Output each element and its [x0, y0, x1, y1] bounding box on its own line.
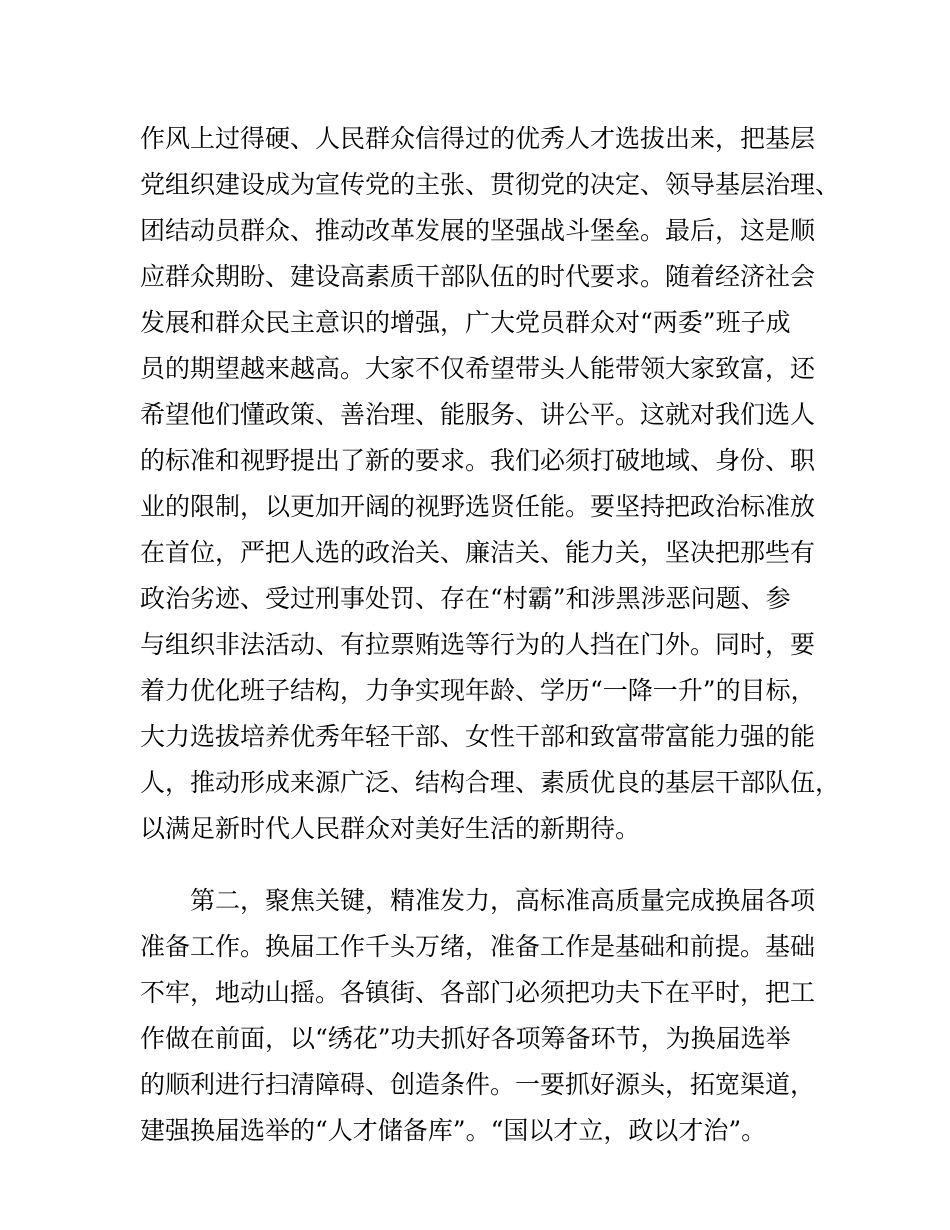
text-line: 大力选拔培养优秀年轻干部、女性干部和致富带富能力强的能	[140, 722, 816, 751]
document-body	[140, 116, 841, 1154]
text-line: 的顺利进行扫清障碍、创造条件。一要抓好源头，拓宽渠道，	[140, 1070, 816, 1099]
text-line: 团结动员群众、推动改革发展的坚强战斗堡垒。最后，这是顺	[140, 216, 816, 245]
text-line: 不牢，地动山摇。各镇街、各部门必须把功夫下在平时，把工	[140, 978, 816, 1007]
text-line: 以满足新时代人民群众对美好生活的新期待。	[140, 814, 641, 843]
text-line: 作风上过得硬、人民群众信得过的优秀人才选拔出来，把基层	[140, 124, 816, 153]
text-line: 希望他们懂政策、善治理、能服务、讲公平。这就对我们选人	[140, 400, 816, 429]
paragraph-2	[140, 878, 830, 1154]
text-line: 着力优化班子结构，力争实现年龄、学历“一降一升”的目标，	[140, 676, 816, 705]
text-line: 第二，聚焦关键，精准发力，高标准高质量完成换届各项	[190, 886, 816, 915]
text-line: 准备工作。换届工作千头万绪，准备工作是基础和前提。基础	[140, 932, 816, 961]
text-line: 的标准和视野提出了新的要求。我们必须打破地域、身份、职	[140, 446, 816, 475]
text-line: 业的限制，以更加开阔的视野选贤任能。要坚持把政治标准放	[140, 492, 816, 521]
text-line: 人，推动形成来源广泛、结构合理、素质优良的基层干部队伍，	[140, 768, 841, 797]
text-line: 建强换届选举的“人才储备库”。“国以才立，政以才治”。	[140, 1116, 767, 1145]
text-line: 员的期望越来越高。大家不仅希望带头人能带领大家致富，还	[140, 354, 816, 383]
text-line: 应群众期盼、建设高素质干部队伍的时代要求。随着经济社会	[140, 262, 816, 291]
text-line: 作做在前面，以“绣花”功夫抓好各项筹备环节，为换届选举	[140, 1024, 791, 1053]
paragraph-gap	[140, 852, 830, 878]
text-line: 在首位，严把人选的政治关、廉洁关、能力关，坚决把那些有	[140, 538, 816, 567]
text-line: 党组织建设成为宣传党的主张、贯彻党的决定、领导基层治理、	[140, 170, 841, 199]
paragraph-1	[140, 116, 841, 852]
text-line: 政治劣迹、受过刑事处罚、存在“村霸”和涉黑涉恶问题、参	[140, 584, 791, 613]
text-line: 发展和群众民主意识的增强，广大党员群众对“两委”班子成	[140, 308, 791, 337]
text-line: 与组织非法活动、有拉票贿选等行为的人挡在门外。同时，要	[140, 630, 816, 659]
